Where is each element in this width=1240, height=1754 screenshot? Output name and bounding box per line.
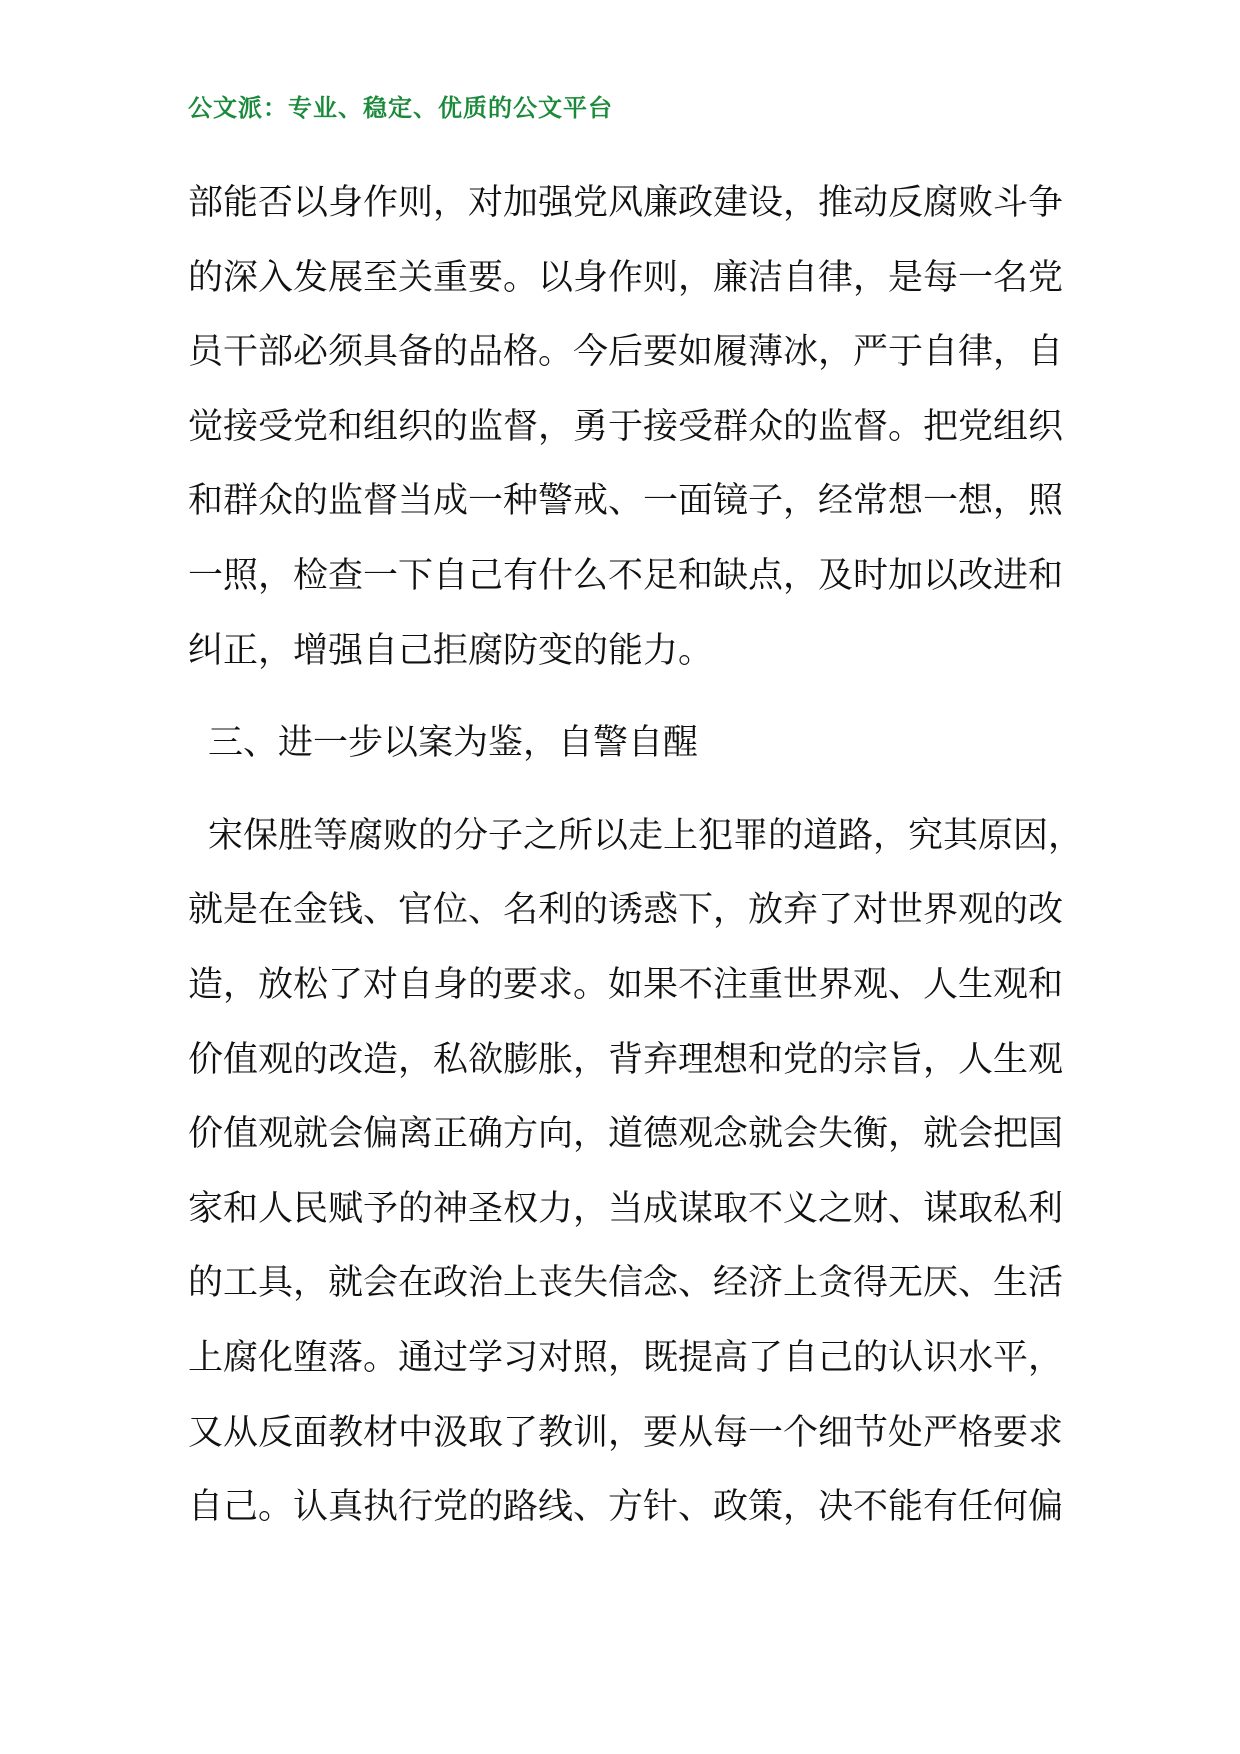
text-line: 觉接受党和组织的监督，勇于接受群众的监督。把党组织	[188, 406, 1064, 447]
text-line: 一照，检查一下自己有什么不足和缺点，及时加以改进和	[188, 555, 1064, 596]
text-line: 又从反面教材中汲取了教训，要从每一个细节处严格要求	[188, 1412, 1064, 1453]
site-header: 公文派：专业、稳定、优质的公文平台	[188, 94, 613, 122]
text-line: 价值观就会偏离正确方向，道德观念就会失衡，就会把国	[188, 1114, 1064, 1155]
document-body	[188, 166, 1084, 1545]
text-line: 价值观的改造，私欲膨胀，背弃理想和党的宗旨，人生观	[188, 1039, 1064, 1080]
text-line: 家和人民赋予的神圣权力，当成谋取不义之财、谋取私利	[188, 1188, 1064, 1229]
text-line: 和群众的监督当成一种警戒、一面镜子，经常想一想，照	[188, 481, 1064, 522]
paragraph-2	[188, 799, 1084, 1545]
section-heading-3	[188, 706, 1068, 781]
text-line: 造，放松了对自身的要求。如果不注重世界观、人生观和	[188, 964, 1064, 1005]
text-line: 就是在金钱、官位、名利的诱惑下，放弃了对世界观的改	[188, 890, 1064, 931]
paragraph-1	[188, 166, 1068, 688]
section-heading: 三、进一步以案为鉴，自警自醒	[208, 723, 699, 764]
text-line: 自己。认真执行党的路线、方针、政策，决不能有任何偏	[188, 1487, 1064, 1528]
text-line: 员干部必须具备的品格。今后要如履薄冰，严于自律，自	[188, 332, 1064, 373]
text-line: 的深入发展至关重要。以身作则，廉洁自律，是每一名党	[188, 257, 1064, 298]
text-line: 上腐化堕落。通过学习对照，既提高了自己的认识水平，	[188, 1337, 1064, 1378]
text-line: 纠正，增强自己拒腐防变的能力。	[188, 630, 714, 671]
text-line: 宋保胜等腐败的分子之所以走上犯罪的道路，究其原因，	[208, 815, 1084, 856]
text-line: 的工具，就会在政治上丧失信念、经济上贪得无厌、生活	[188, 1263, 1064, 1304]
text-line: 部能否以身作则，对加强党风廉政建设，推动反腐败斗争	[188, 183, 1064, 223]
